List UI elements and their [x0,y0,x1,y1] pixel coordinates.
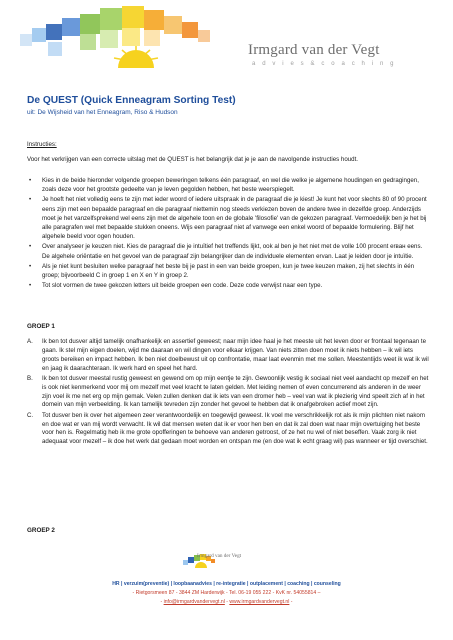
statement-item [27,412,430,447]
statement-letter: A. [27,338,33,345]
brand-tagline: a d v i e s & c o a c h i n g [252,61,397,67]
list-item: • Je hoeft het niet volledig eens te zijn met ieder woord of iedere uitspraak in de paragraaf die je kiest! Je kunt het voor slechts 80 of 90 procent eens zijn met een bepaalde paragraaf en die paragraaf niettemin nog steeds verkiezen boven de andere twee in dezelfde groep. Anderzijds moet je het vanzelfsprekend wel eens zijn met de algehele toon en de globale 'filosofie' van de gekozen paragraaf. Vermoedelijk ben je het bij alle paragrafen wel met bepaalde stukken oneens. Wijs een paragraaf niet af vanwege een enkel woord of bepaalde formulering. Blijf het algehele beeld voor ogen houden. [29,196,427,241]
list-item: • Als je niet kunt besluiten welke paragraaf het beste bij je past in een van beide groepen, kun je twee keuzen maken, zij het slechts in één groep; bijvoorbeeld C in groep 1 en X en Y in groep 2. [29,262,415,280]
intro-paragraph: Voor het verkrijgen van een correcte uitslag met de QUEST is het belangrijk dat je je aan de navolgende instructies houdt. [27,156,358,163]
group2-heading: GROEP 2 [27,527,55,534]
bullet-icon: • [29,262,32,270]
group1-statements [27,338,430,449]
bullet-icon: • [29,177,32,184]
footer-website-link[interactable]: www.irmgardvandervegt.nl [229,599,290,605]
statement-letter: C. [27,411,34,419]
group1-heading: GROEP 1 [27,323,55,330]
document-title: De QUEST (Quick Enneagram Sorting Test) [27,95,236,106]
instructions-label: Instructies: [27,141,57,148]
statement-text: Ik ben tot dusver meestal rustig geweest en gewend om op mijn eentje te zijn. Gewoonlijk vestig ik sociaal niet veel aandacht op mezelf en het is ook niet kenmerkend voor mij om mezelf met veel kracht te laten gelden. Met leiding nemen of even concurrerend als anderen in de weer zijn voel ik me net erg op mijn gemak. Velen zullen denken dat ik iets van een dromer heb – veel van wat ik plezierig vind speelt zich af in het domein van mijn verbeelding. Ik kan tamelijk tevreden zijn zonder het gevoel te hebben dat ik onafgebroken actief moet zijn. [42,374,429,409]
statement-letter: B. [27,374,33,382]
company-logo-graphic [18,4,232,84]
bullet-icon: • [29,196,32,204]
list-item: • Tot slot vormen de twee gekozen letters uit beide groepen een code. Deze code verwijst naar een type. [29,282,323,290]
list-item: • Kies in de beide hieronder volgende groepen beweringen telkens één paragraaf, en wel die welke je algemene houdingen en gedragingen, zoals deze voor het grootste gedeelte van je leven gegolden hebben, het beste weerspiegelt. [29,177,419,194]
instructions-list [27,176,430,291]
statement-text: Ik ben tot dusver altijd tamelijk onafhankelijk en assertief geweest; naar mijn idee haal je het meeste uit het leven door er frontaal tegenaan te gaan. Ik stel mijn eigen doelen, wijd me daaraan en wil dingen voor elkaar krijgen. Van niets zitten doen moet ik niets hebben – ik wil iets groots bereiken en impact hebben. Ik ben niet doelbewust uit op confrontatie, maar laat evenmin met me sollen. Meestentijds weet ik wat ik wil en jaag ik daarachteraan. Ik werk hard en speel het hard. [42,338,429,372]
document-subtitle: uit: De Wijsheid van het Enneagram, Riso & Hudson [27,109,178,116]
statement-item [27,375,430,410]
footer-links: - info@irmgardvandervegt.nl - www.irmgardvandervegt.nl - [160,599,293,605]
footer-services: HR | verzuim(preventie) | loopbaanadvies | re-integratie | outplacement | coaching | counseling [112,581,341,587]
brand-name: Irmgard van der Vegt [248,42,380,58]
bullet-icon: • [29,243,32,251]
footer-address: - Rietgorsmeen 87 - 3844 ZM Harderwijk - Tel. 06-19 055 222 - KvK nr. 54055814 – [132,590,321,596]
bullet-icon: • [29,282,32,290]
list-item: • Over analyseer je keuzen niet. Kies de paragraaf die je intuïtief het treffends lijkt, ook al ben je het niet met de volle 100 procent erван eens. De algehele oriëntatie en het gevoel van de paragraaf zijn belangrijker dan de individuele elementen ervan. Laat je leiden door je intuïtie. [29,243,423,260]
footer-email-link[interactable]: info@irmgardvandervegt.nl [163,599,225,605]
footer-brand: Irmgard van der Vegt [197,553,242,559]
statement-text: Tot dusver ben ik over het algemeen zeer verantwoordelijk en toegewijd geweest. Ik voel me verschrikkelijk rot als ik mijn plichten niet nakom en doe wat er van mij wordt verwacht. Ik wil dat mensen weten dat ik er voor hen ben en dat ik zal doen wat naar mijn overtuiging het beste voor hen is. Regelmatig heb ik me grote opofferingen te behoeve van anderen getroost, of ze het nu wel of niet beseffen. Vaak zorg ik niet adequaat voor mezelf – ik doe het werk dat gedaan moet worden en ontspan me (en doe wat ik echt graag wil) pas wanneer er tijd overschiet. [42,411,428,446]
statement-item [27,338,430,373]
